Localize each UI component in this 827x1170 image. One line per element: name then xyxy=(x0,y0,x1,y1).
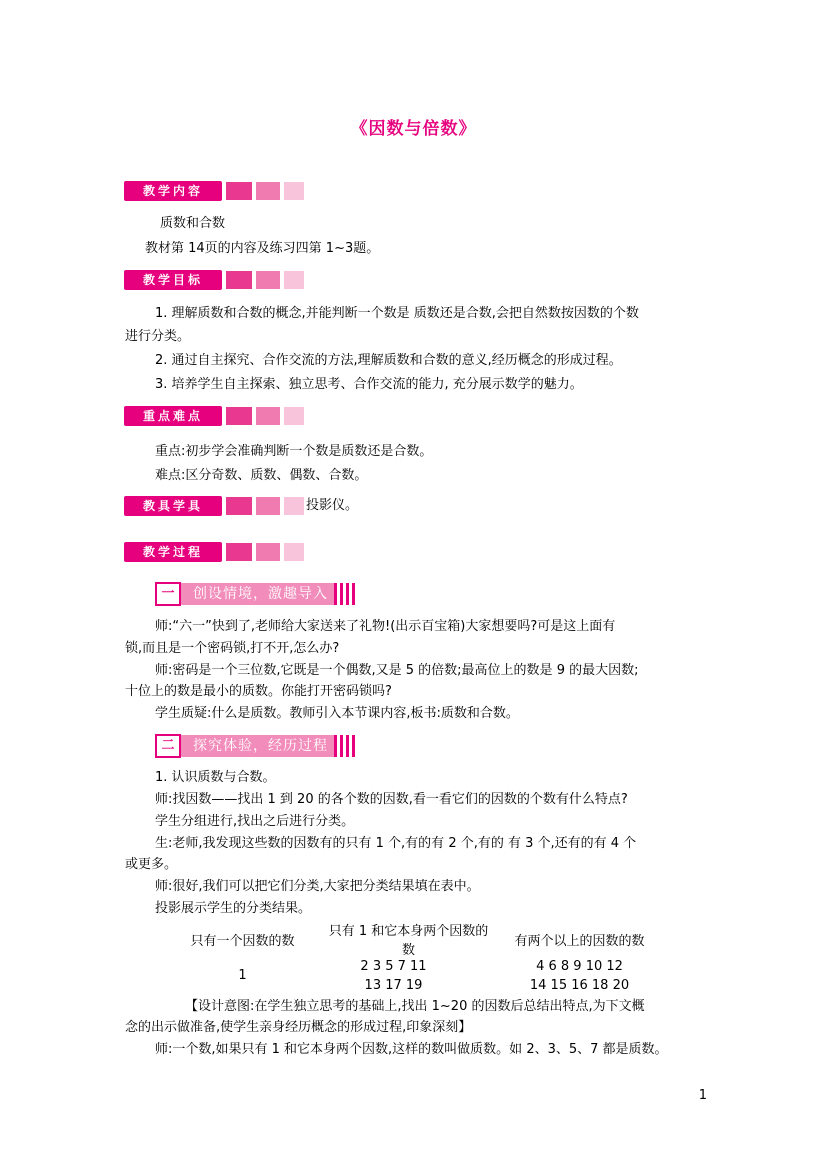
step-number: 一 xyxy=(155,582,181,606)
table-cell: 4 6 8 9 10 12 xyxy=(536,959,623,974)
decor-block xyxy=(256,543,280,561)
section-header-keypoints xyxy=(124,405,304,427)
intro-line: 师:“六一”快到了,老师给大家送来了礼物!(出示百宝箱)大家想要吗?可是这上面有 xyxy=(155,619,616,634)
explore-line: 投影展示学生的分类结果。 xyxy=(155,901,312,916)
explore-line: 1. 认识质数与合数。 xyxy=(155,770,276,785)
intro-line: 十位上的数是最小的质数。你能打开密码锁吗? xyxy=(125,684,392,699)
section-label: 教学目标 xyxy=(124,270,222,290)
intro-line: 学生质疑:什么是质数。教师引入本节课内容,板书:质数和合数。 xyxy=(155,706,519,721)
table-cell: 2 3 5 7 11 xyxy=(360,959,427,974)
section-header-content xyxy=(124,180,304,202)
table-cell: 14 15 16 18 20 xyxy=(529,978,630,993)
explore-line: 师:找因数——找出 1 到 20 的各个数的因数,看一看它们的因数的个数有什么特点? xyxy=(155,792,628,807)
decor-block xyxy=(256,497,280,515)
stripe-decor xyxy=(334,735,356,757)
decor-block xyxy=(226,543,252,561)
step-title: 创设情境，激趣导入 xyxy=(181,583,334,605)
explore-line: 学生分组进行,找出之后进行分类。 xyxy=(155,814,355,829)
tools-text: 投影仪。 xyxy=(306,498,359,513)
content-line: 教材第 14页的内容及练习四第 1~3题。 xyxy=(145,241,380,256)
decor-block xyxy=(284,182,304,200)
goal-line: 3. 培养学生自主探索、独立思考、合作交流的能力, 充分展示数学的魅力。 xyxy=(155,377,583,392)
decor-block xyxy=(226,182,252,200)
key-line: 重点:初步学会准确判断一个数是质数还是合数。 xyxy=(155,444,433,459)
table-header-col1: 只有一个因数的数 xyxy=(190,934,295,949)
decor-block xyxy=(284,543,304,561)
table-header-col3: 有两个以上的因数的数 xyxy=(514,934,645,949)
goal-line: 进行分类。 xyxy=(125,329,191,344)
decor-block xyxy=(256,182,280,200)
page-title: 《因数与倍数》 xyxy=(350,119,477,139)
decor-block xyxy=(284,271,304,289)
intro-line: 师:密码是一个三位数,它既是一个偶数,又是 5 的倍数;最高位上的数是 9 的最大因数; xyxy=(155,663,639,678)
decor-block xyxy=(284,497,304,515)
explore-line: 或更多。 xyxy=(125,857,178,872)
step-title: 探究体验，经历过程 xyxy=(181,735,334,757)
decor-block xyxy=(256,407,280,425)
goal-line: 2. 通过自主探究、合作交流的方法,理解质数和合数的意义,经历概念的形成过程。 xyxy=(155,353,622,368)
section-header-tools xyxy=(124,495,358,517)
decor-block xyxy=(256,271,280,289)
design-line: 【设计意图:在学生独立思考的基础上,找出 1~20 的因数后总结出特点,为下文概 xyxy=(185,999,645,1014)
design-line: 念的出示做准备,使学生亲身经历概念的形成过程,印象深刻】 xyxy=(125,1020,472,1035)
content-line: 质数和合数 xyxy=(160,216,226,231)
design-line: 师:一个数,如果只有 1 和它本身两个因数,这样的数叫做质数。如 2、3、5、7 都是质数。 xyxy=(155,1042,668,1057)
explore-line: 师:很好,我们可以把它们分类,大家把分类结果填在表中。 xyxy=(155,879,480,894)
page-number: 1 xyxy=(698,1088,707,1103)
table-header-col2: 只有 1 和它本身两个因数的 xyxy=(328,924,489,939)
table-cell: 13 17 19 xyxy=(364,978,423,993)
explore-line: 生:老师,我发现这些数的因数有的只有 1 个,有的有 2 个,有的 有 3 个,还有的有 4 个 xyxy=(155,836,637,851)
table-header-col2-wrap: 数 xyxy=(401,943,415,958)
section-header-goals xyxy=(124,269,304,291)
stripe-decor xyxy=(334,583,356,605)
decor-block xyxy=(226,407,252,425)
goal-line: 1. 理解质数和合数的概念,并能判断一个数是 质数还是合数,会把自然数按因数的个数 xyxy=(155,306,639,321)
section-label: 教学过程 xyxy=(124,542,222,562)
section-label: 教学内容 xyxy=(124,181,222,201)
step-banner-1 xyxy=(155,583,356,605)
key-line: 难点:区分奇数、质数、偶数、合数。 xyxy=(155,468,368,483)
decor-block xyxy=(284,407,304,425)
decor-block xyxy=(226,271,252,289)
section-header-process xyxy=(124,541,304,563)
table-cell: 1 xyxy=(238,968,247,983)
section-label: 教具学具 xyxy=(124,496,222,516)
step-number: 二 xyxy=(155,734,181,758)
intro-line: 锁,而且是一个密码锁,打不开,怎么办? xyxy=(125,641,340,656)
section-label: 重点难点 xyxy=(124,406,222,426)
step-banner-2 xyxy=(155,735,356,757)
decor-block xyxy=(226,497,252,515)
